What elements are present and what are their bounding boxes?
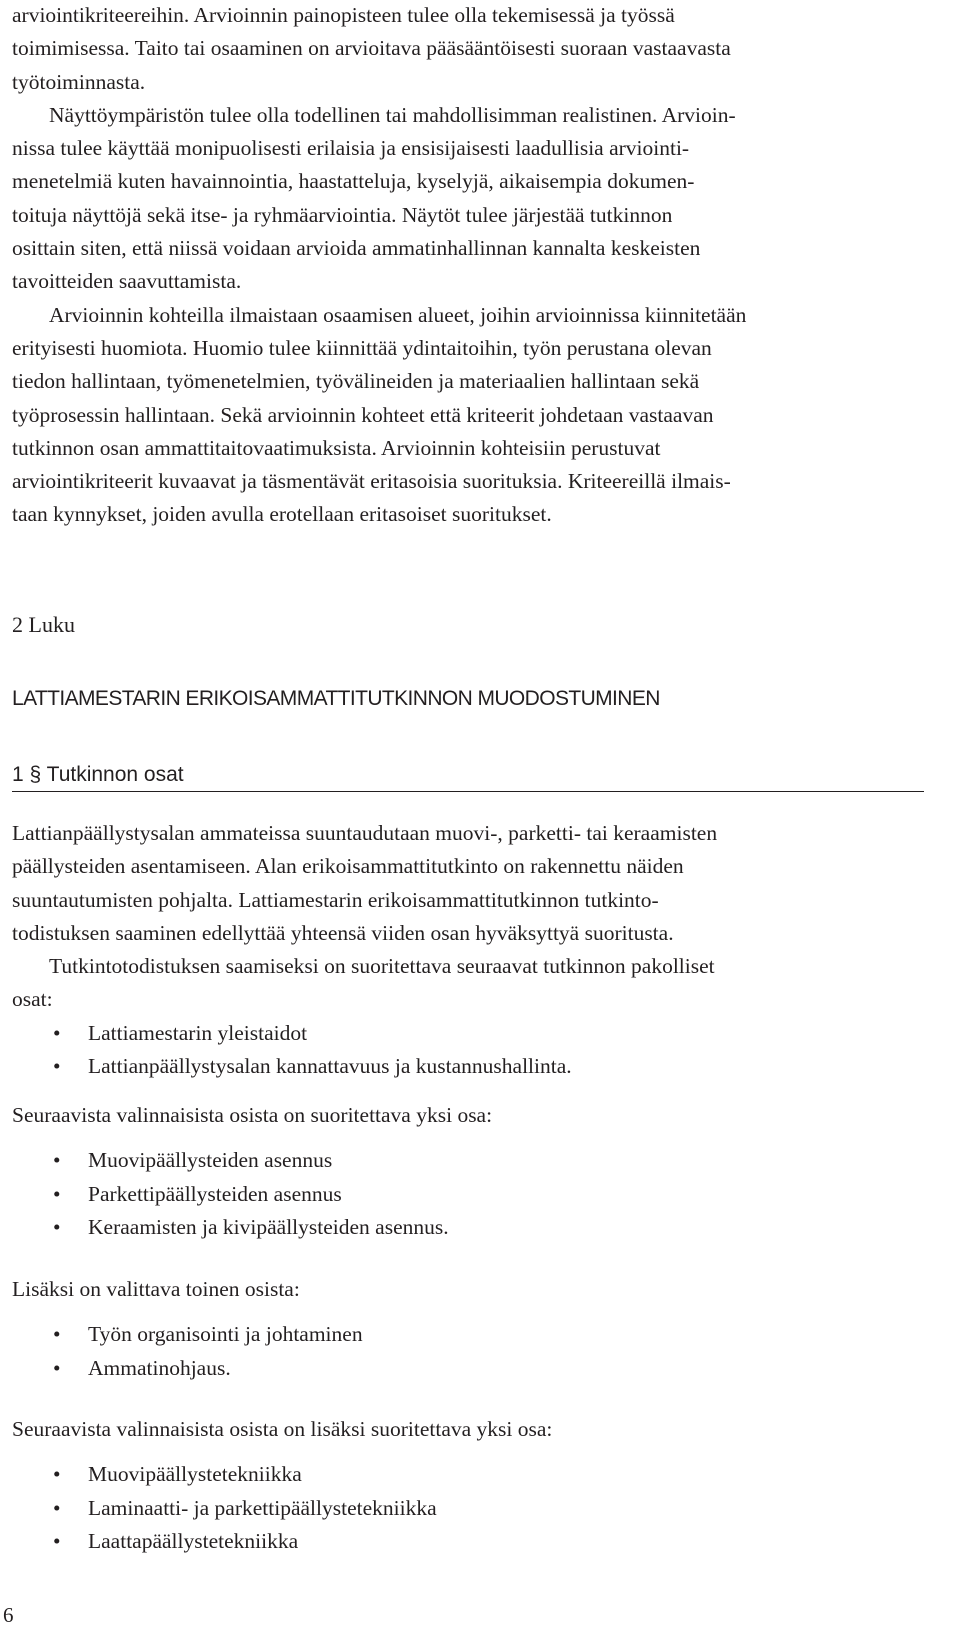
paragraph-environment	[12, 99, 924, 299]
paragraph-intro	[12, 817, 924, 950]
text-line: tutkinnon osan ammattitaitovaatimuksista. Arvioinnin kohteisiin perustuvat	[12, 435, 661, 460]
text-line: Lattianpäällystysalan ammateissa suuntaudutaan muovi-, parketti- tai keraamisten	[12, 821, 718, 845]
list-item	[12, 1318, 924, 1351]
list-item-text: Laminaatti- ja parkettipäällystetekniikka	[88, 1495, 437, 1520]
optional-group-2	[12, 1273, 924, 1385]
text-line: arviointikriteereihin. Arvioinnin painopisteen tulee olla tekemisessä ja työssä	[12, 3, 675, 27]
text-line: päällysteiden asentamiseen. Alan erikoisammattitutkinto on rakennettu näiden	[12, 854, 684, 879]
text-line: työtoiminnasta.	[12, 69, 146, 94]
optional-group-3	[12, 1413, 924, 1558]
text-line: todistuksen saaminen edellyttää yhteensä viiden osan hyväksyttyä suoritusta.	[12, 920, 674, 945]
list-item-text: Lattianpäällystysalan kannattavuus ja kustannushallinta.	[88, 1054, 572, 1079]
list-item	[12, 1352, 924, 1385]
list-item-text: Muovipäällystetekniikka	[88, 1462, 302, 1487]
text-line: suuntautumisten pohjalta. Lattiamestarin erikoisammattitutkinnon tutkinto-	[12, 887, 659, 912]
list-item	[12, 1492, 924, 1525]
list-item	[12, 1178, 924, 1211]
text-line: Arvioinnin kohteilla ilmaistaan osaamisen alueet, joihin arvioinnissa kiinnitetään	[49, 302, 747, 327]
list-item-text: Lattiamestarin yleistaidot	[88, 1020, 308, 1045]
bullet-icon: •	[53, 1462, 61, 1487]
optional3-list	[12, 1458, 924, 1558]
chapter-label: 2 Luku	[12, 612, 75, 637]
bullet-icon: •	[53, 1054, 61, 1079]
section-intro	[12, 817, 924, 1083]
list-item-text: Muovipäällysteiden asennus	[88, 1148, 333, 1173]
text-line: tiedon hallintaan, työmenetelmien, työvälineiden ja materiaalien hallintaan sekä	[12, 369, 700, 394]
text-line: työprosessin hallintaan. Sekä arvioinnin kohteet että kriteerit johdetaan vastaavan	[12, 402, 714, 427]
optional1-heading: Seuraavista valinnaisista osista on suoritettava yksi osa:	[12, 1103, 493, 1127]
optional2-heading: Lisäksi on valittava toinen osista:	[12, 1277, 300, 1301]
optional2-list	[12, 1318, 924, 1385]
list-item-text: Laattapäällystetekniikka	[88, 1528, 299, 1553]
bullet-icon: •	[53, 1214, 61, 1239]
text-line: osat:	[12, 987, 53, 1012]
paragraph-criteria	[12, 0, 924, 99]
text-line: tavoitteiden saavuttamista.	[12, 269, 242, 294]
optional1-list	[12, 1144, 924, 1244]
list-item	[12, 1211, 924, 1244]
body-text-top	[12, 0, 924, 532]
page-number: 6	[3, 1603, 14, 1627]
text-line: menetelmiä kuten havainnointia, haastatteluja, kyselyjä, aikaisempia dokumen-	[12, 169, 695, 194]
text-line: toituja näyttöjä sekä itse- ja ryhmäarviointia. Näytöt tulee järjestää tutkinnon	[12, 202, 673, 227]
bullet-icon: •	[53, 1528, 61, 1553]
list-item	[12, 1525, 924, 1558]
list-item-text: Ammatinohjaus.	[88, 1355, 231, 1380]
paragraph-mandatory	[12, 950, 924, 1017]
section-heading: 1 § Tutkinnon osat	[12, 760, 924, 792]
list-item-text: Työn organisointi ja johtaminen	[88, 1322, 363, 1347]
text-line: nissa tulee käyttää monipuolisesti erilaisia ja ensisijaisesti laadullisia arviointi-	[12, 136, 690, 161]
list-item-text: Parkettipäällysteiden asennus	[88, 1181, 342, 1206]
optional3-heading: Seuraavista valinnaisista osista on lisäksi suoritettava yksi osa:	[12, 1417, 553, 1441]
paragraph-assessment-targets	[12, 299, 924, 532]
bullet-icon: •	[53, 1322, 61, 1347]
list-item	[12, 1017, 924, 1050]
mandatory-list	[12, 1017, 924, 1084]
text-line: Näyttöympäristön tulee olla todellinen tai mahdollisimman realistinen. Arvioin-	[49, 102, 736, 127]
bullet-icon: •	[53, 1181, 61, 1206]
text-line: erityisesti huomiota. Huomio tulee kiinnittää ydintaitoihin, työn perustana olevan	[12, 335, 712, 360]
list-item	[12, 1144, 924, 1177]
optional-group-1	[12, 1099, 924, 1244]
bullet-icon: •	[53, 1148, 61, 1173]
bullet-icon: •	[53, 1355, 61, 1380]
list-item	[12, 1458, 924, 1491]
bullet-icon: •	[53, 1495, 61, 1520]
text-line: toimimisessa. Taito tai osaaminen on arvioitava pääsääntöisesti suoraan vastaavasta	[12, 36, 731, 61]
bullet-icon: •	[53, 1020, 61, 1045]
text-line: arviointikriteerit kuvaavat ja täsmentävät eritasoisia suorituksia. Kriteereillä ilmais-	[12, 469, 731, 494]
list-item-text: Keraamisten ja kivipäällysteiden asennus.	[88, 1214, 449, 1239]
text-line: taan kynnykset, joiden avulla erotellaan eritasoiset suoritukset.	[12, 502, 552, 527]
chapter-title: LATTIAMESTARIN ERIKOISAMMATTITUTKINNON MUODOSTUMINEN	[12, 687, 660, 710]
list-item	[12, 1050, 924, 1083]
text-line: osittain siten, että niissä voidaan arvioida ammatinhallinnan kannalta keskeisten	[12, 236, 701, 261]
text-line: Tutkintotodistuksen saamiseksi on suoritettava seuraavat tutkinnon pakolliset	[49, 954, 715, 979]
